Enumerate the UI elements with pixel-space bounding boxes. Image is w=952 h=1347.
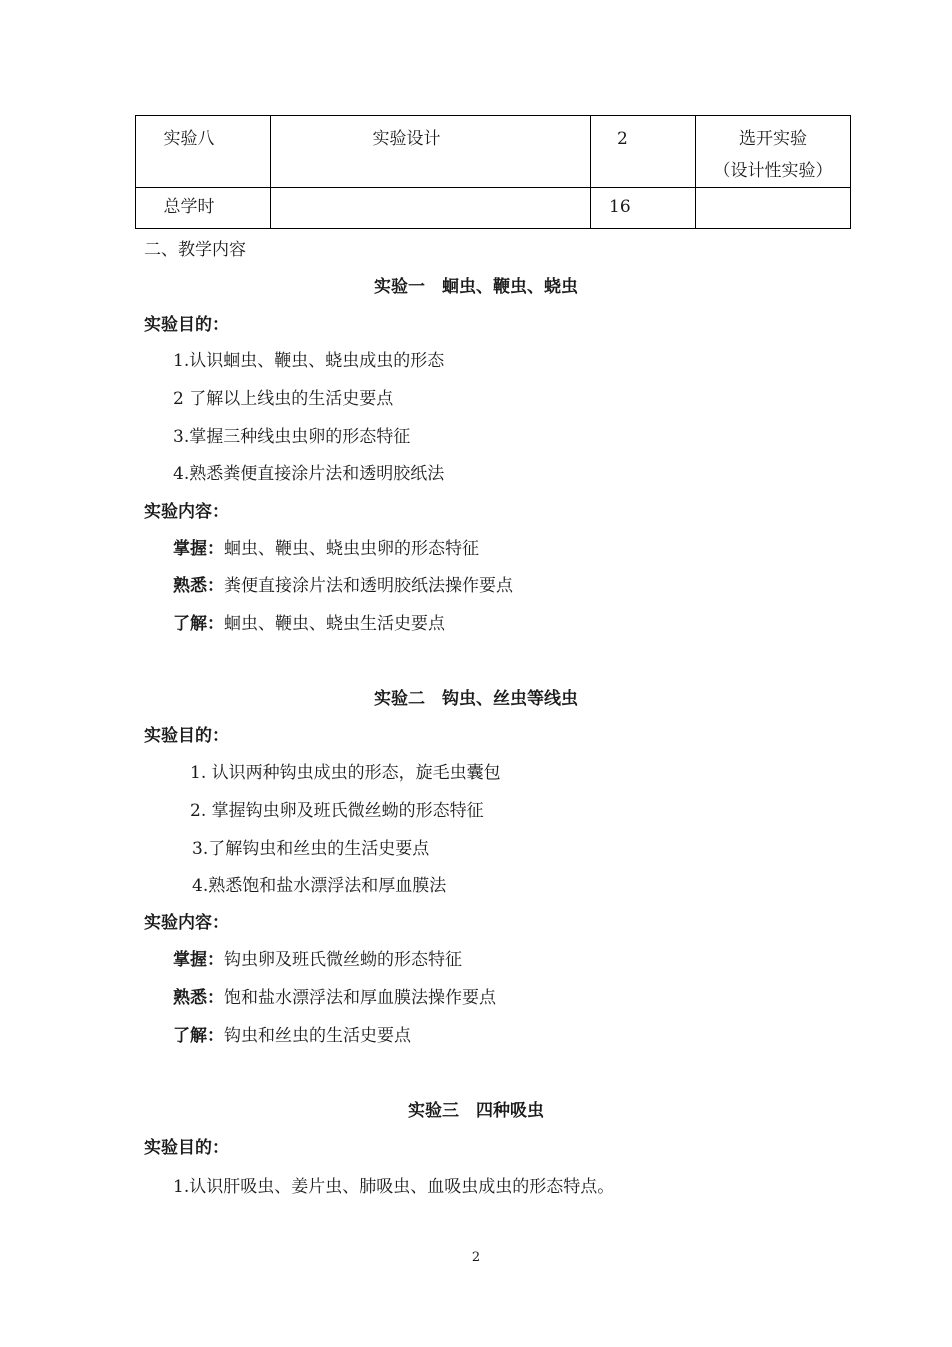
exp2-content-item: 熟悉：饱和盐水漂浮法和厚血膜法操作要点 [173, 988, 496, 1008]
exp3-title: 实验三 四种吸虫 [408, 1101, 544, 1121]
exp1-content-label: 实验内容： [144, 502, 229, 522]
table-cell [271, 188, 590, 191]
exp1-purpose-item: 1.认识蛔虫、鞭虫、蛲虫成虫的形态 [173, 351, 445, 371]
table-cell: 2 [617, 129, 628, 149]
table-cell [696, 188, 850, 191]
page-number: 2 [471, 1250, 481, 1265]
exp2-purpose-item: 4.熟悉饱和盐水漂浮法和厚血膜法 [192, 876, 447, 896]
exp1-purpose-item: 4.熟悉粪便直接涂片法和透明胶纸法 [173, 464, 445, 484]
exp3-purpose-label: 实验目的： [144, 1138, 229, 1158]
table-cell: 实验八 [163, 129, 215, 149]
table-cell: 总学时 [163, 197, 215, 217]
section-heading: 二、教学内容 [144, 240, 246, 260]
exp2-purpose-item: 2. 掌握钩虫卵及班氏微丝蚴的形态特征 [190, 801, 484, 821]
exp2-content-item: 掌握：钩虫卵及班氏微丝蚴的形态特征 [173, 950, 462, 970]
table-row [136, 116, 851, 188]
exp1-purpose-item: 2 了解以上线虫的生活史要点 [173, 389, 394, 409]
exp2-content-item: 了解：钩虫和丝虫的生活史要点 [173, 1026, 411, 1046]
exp1-content-item: 熟悉：粪便直接涂片法和透明胶纸法操作要点 [173, 576, 513, 596]
table-row [136, 188, 851, 229]
exp2-purpose-label: 实验目的： [144, 726, 229, 746]
course-hours-table [135, 115, 851, 229]
table-cell: 16 [609, 197, 631, 217]
exp2-content-label: 实验内容： [144, 913, 229, 933]
exp2-title: 实验二 钩虫、丝虫等线虫 [374, 689, 578, 709]
exp2-purpose-item: 3.了解钩虫和丝虫的生活史要点 [192, 839, 430, 859]
exp2-purpose-item: 1. 认识两种钩虫成虫的形态，旋毛虫囊包 [190, 763, 501, 783]
exp1-content-item: 了解：蛔虫、鞭虫、蛲虫生活史要点 [173, 614, 445, 634]
exp1-content-item: 掌握：蛔虫、鞭虫、蛲虫虫卵的形态特征 [173, 539, 479, 559]
table-cell: 选开实验 （设计性实验） [713, 129, 833, 181]
exp1-purpose-item: 3.掌握三种线虫虫卵的形态特征 [173, 427, 411, 447]
exp1-title: 实验一 蛔虫、鞭虫、蛲虫 [374, 277, 578, 297]
exp3-purpose-item: 1.认识肝吸虫、姜片虫、肺吸虫、血吸虫成虫的形态特点。 [173, 1177, 615, 1197]
exp1-purpose-label: 实验目的： [144, 315, 229, 335]
table-cell: 实验设计 [372, 129, 441, 149]
